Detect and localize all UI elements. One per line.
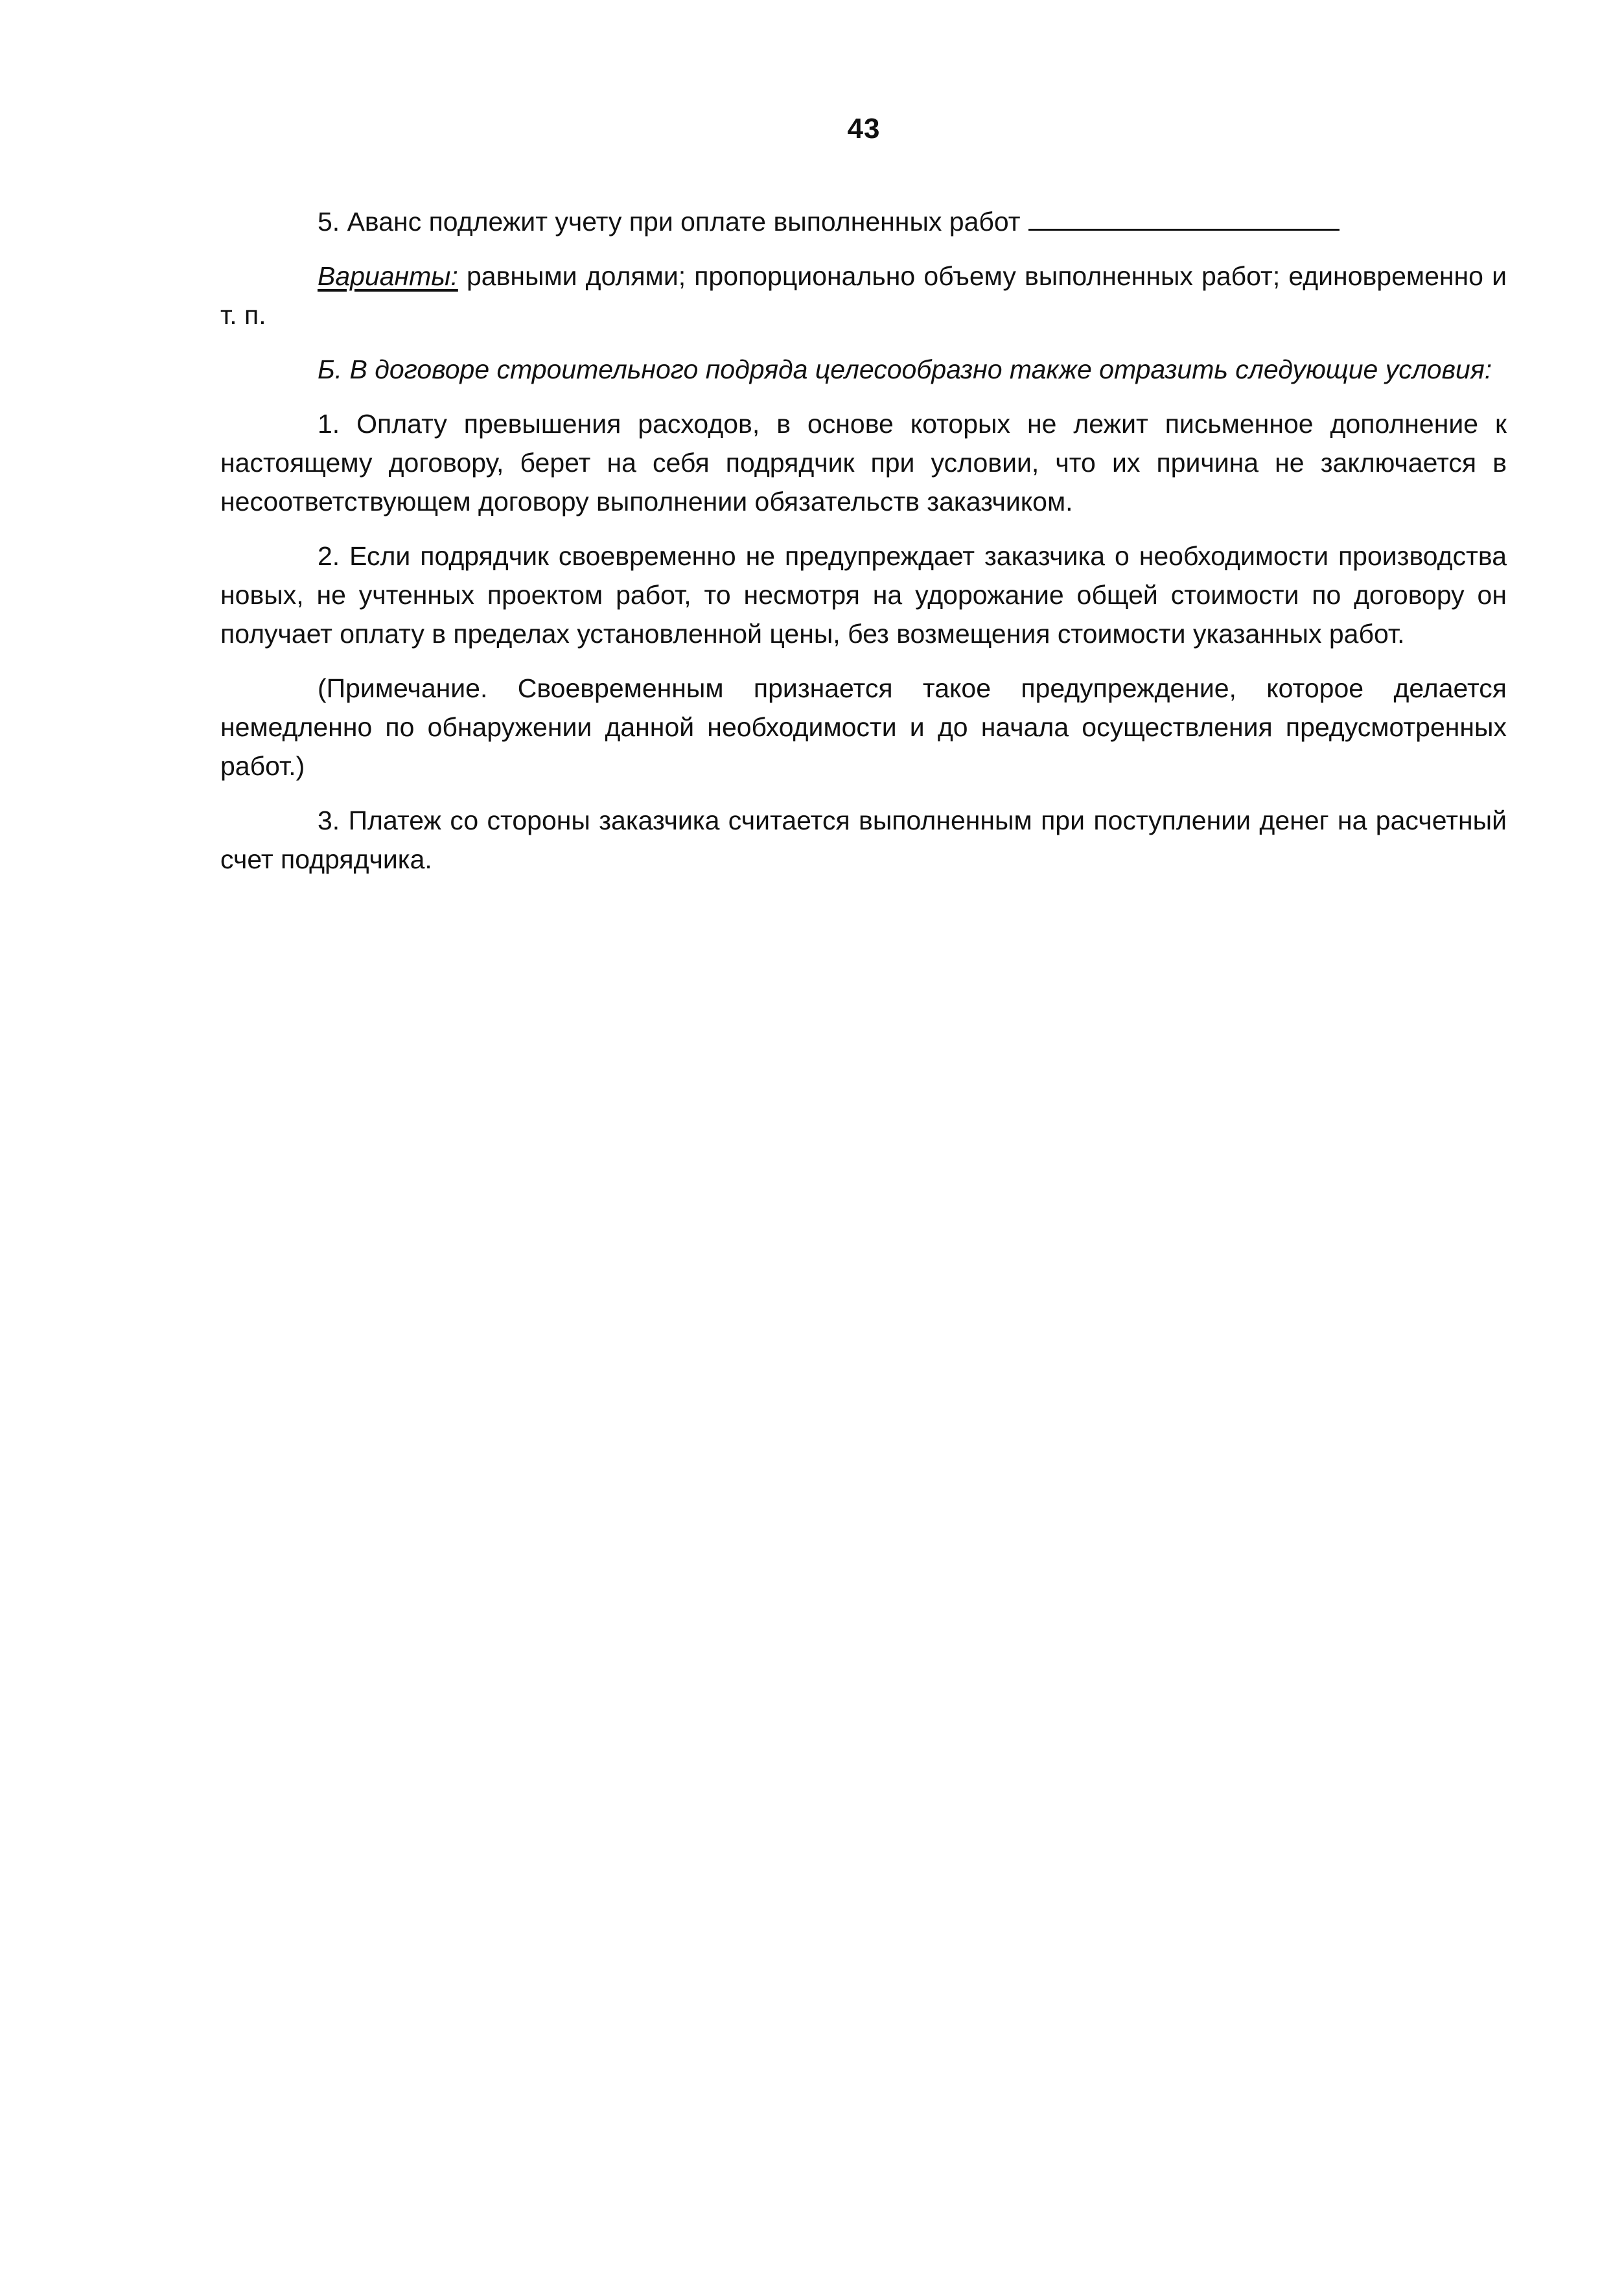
paragraph-advance: [220, 202, 1507, 241]
page-number: 43: [847, 113, 881, 145]
paragraph-item-1: 1. Оплату превышения расходов, в основе которых не лежит письменное дополнение к настоящему договору, берет на себя подрядчик при условии, что их причина не заключается в несоответствующем договору выполнении обязательств заказчиком.: [220, 409, 1507, 516]
variants-label: Варианты:: [318, 261, 458, 291]
paragraph-item-3: 3. Платеж со стороны заказчика считается выполненным при поступлении денег на расчетный счет подрядчика.: [220, 806, 1507, 874]
document-body: [220, 202, 1507, 894]
paragraph-variants: [220, 257, 1507, 334]
paragraph-item-2: 2. Если подрядчик своевременно не предупреждает заказчика о необходимости производства новых, не учтенных проектом работ, то несмотря на удорожание общей стоимости по договору он получает оплату в пределах установленной цены, без возмещения стоимости указанных работ.: [220, 541, 1507, 649]
section-b-heading: Б. В договоре строительного подряда целесообразно также отразить следующие условия:: [318, 354, 1492, 384]
variants-text: равными долями; пропорционально объему выполненных работ; единовременно и т. п.: [220, 261, 1507, 330]
blank-fill-line: [1028, 203, 1340, 231]
paragraph-note: (Примечание. Своевременным признается такое предупреждение, которое делается немедленно по обнаружении данной необходимости и до начала осуществления предусмотренных работ.): [220, 673, 1507, 781]
paragraph-advance-text: 5. Аванс подлежит учету при оплате выполненных работ: [318, 207, 1021, 237]
